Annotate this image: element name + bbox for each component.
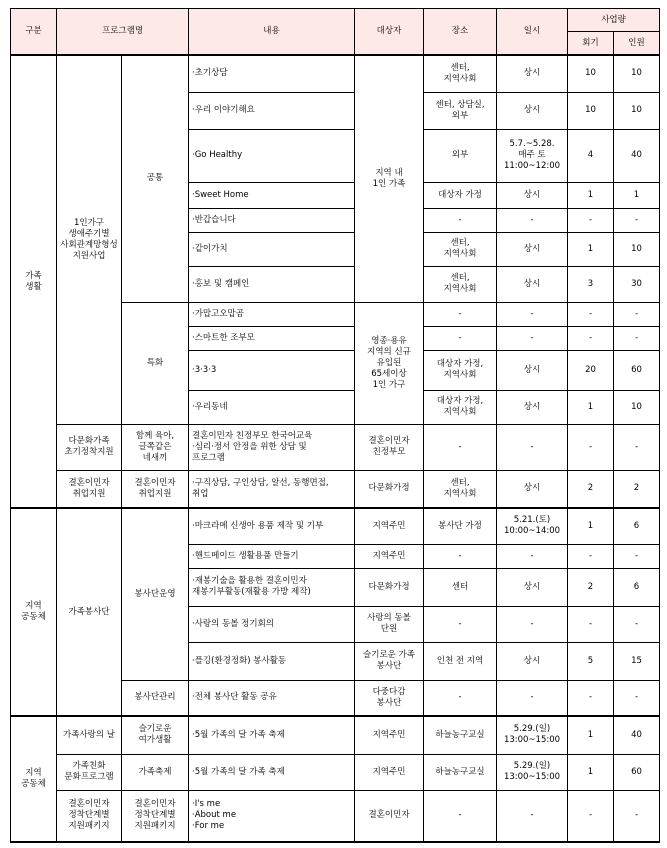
date-cell bbox=[497, 350, 568, 390]
cell-text: 결혼이민자 친정부모 한국어교육 bbox=[192, 430, 313, 441]
cell-text: ·I's me bbox=[192, 799, 221, 810]
people-cell: 10 bbox=[614, 390, 660, 424]
cell-text: ·5월 가족의 달 가족 축제 bbox=[192, 766, 285, 777]
people-cell: - bbox=[614, 302, 660, 326]
cell-text: 지역사회 bbox=[443, 488, 477, 499]
target-cell bbox=[355, 424, 424, 470]
header-content: 내용 bbox=[189, 9, 355, 56]
times-cell: - bbox=[568, 606, 614, 642]
cell-text: 1인가구 bbox=[73, 217, 105, 228]
cell-text: 지역주민 bbox=[372, 729, 406, 740]
people-cell: 1 bbox=[614, 182, 660, 208]
cell-text: ·전체 봉사단 활동 공유 bbox=[192, 692, 277, 703]
cell-text: - bbox=[458, 692, 462, 703]
target-cell bbox=[355, 302, 424, 424]
cell-text: 사회관계망형성 bbox=[60, 239, 118, 250]
cell-text: 함께 육아, bbox=[135, 430, 175, 441]
table-row bbox=[11, 55, 660, 92]
place-cell bbox=[424, 568, 497, 606]
date-cell bbox=[497, 92, 568, 129]
cell-text: 상시 bbox=[523, 364, 541, 375]
times-cell: - bbox=[568, 326, 614, 350]
cell-text: 네새끼 bbox=[142, 452, 168, 463]
cell-text: 지역 bbox=[25, 601, 42, 611]
cell-text: 센터, bbox=[450, 238, 470, 248]
cell-text: 5.29.(일) bbox=[513, 724, 551, 735]
cell-text: ·구직상담, 구인상담, 알선, 동행면접, bbox=[192, 477, 329, 488]
cell-text: - bbox=[458, 214, 462, 225]
content-cell: ·초기상담 bbox=[189, 55, 355, 92]
times-cell: 1 bbox=[568, 508, 614, 544]
people-cell: - bbox=[614, 790, 660, 842]
cell-text: 센터, 상담실, bbox=[435, 99, 485, 110]
cell-text: 지원사업 bbox=[72, 250, 106, 261]
place-cell bbox=[424, 716, 497, 754]
cell-text: 가족친화 bbox=[72, 761, 106, 771]
target-cell bbox=[355, 544, 424, 568]
cell-text: 하늘농구교실 bbox=[435, 766, 485, 777]
cell-text: ·For me bbox=[192, 821, 225, 832]
content-cell bbox=[189, 470, 355, 508]
people-cell: - bbox=[614, 606, 660, 642]
target-cell bbox=[355, 680, 424, 716]
content-cell bbox=[189, 606, 355, 642]
cell-text: 취업지원 bbox=[138, 488, 172, 499]
cell-text: 대상자 가정 bbox=[438, 189, 482, 200]
place-cell bbox=[424, 508, 497, 544]
content-cell: ·가맙고오맙곰 bbox=[189, 302, 355, 326]
cell-text: 결혼이민자 bbox=[368, 436, 410, 446]
times-cell: - bbox=[568, 208, 614, 232]
people-cell: 10 bbox=[614, 232, 660, 266]
place-cell bbox=[424, 208, 497, 232]
cell-text: ·심리·정서 안정을 위한 상담 및 bbox=[192, 441, 307, 452]
cell-text: - bbox=[530, 308, 534, 319]
cell-text: 매주 토 bbox=[518, 150, 546, 160]
place-cell bbox=[424, 302, 497, 326]
cell-text: 프로그램 bbox=[192, 452, 225, 463]
cell-text: ·5월 가족의 달 가족 축제 bbox=[192, 729, 285, 740]
cell-text: 지역사회 bbox=[443, 284, 477, 294]
cell-text: 결혼이민자 bbox=[134, 799, 176, 810]
cell-text: - bbox=[530, 214, 534, 225]
people-cell: 15 bbox=[614, 642, 660, 680]
date-cell bbox=[497, 55, 568, 92]
cell-text: 상시 bbox=[523, 655, 541, 666]
place-cell bbox=[424, 680, 497, 716]
cell-text: 지역사회 bbox=[443, 407, 477, 417]
times-cell: 10 bbox=[568, 92, 614, 129]
target-cell bbox=[355, 606, 424, 642]
cell-text: 다문화가족 bbox=[68, 436, 110, 446]
people-cell: - bbox=[614, 208, 660, 232]
cell-text: 글쪽같은 bbox=[138, 441, 172, 452]
program-name bbox=[57, 470, 122, 508]
cell-text: - bbox=[458, 332, 462, 343]
content-cell bbox=[189, 642, 355, 680]
cell-text: 단원 bbox=[380, 624, 398, 634]
cell-text: 외부 bbox=[451, 150, 469, 160]
table-row bbox=[11, 754, 660, 790]
content-cell: ·우리 이야기해요 bbox=[189, 92, 355, 129]
content-cell: ·반갑습니다 bbox=[189, 208, 355, 232]
content-cell: ·3·3·3 bbox=[189, 350, 355, 390]
people-cell: 40 bbox=[614, 129, 660, 182]
cell-text: 5.29.(일) bbox=[513, 761, 551, 771]
place-cell bbox=[424, 92, 497, 129]
program-name bbox=[57, 55, 122, 424]
date-cell bbox=[497, 568, 568, 606]
content-cell bbox=[189, 544, 355, 568]
cell-text: 생애주기별 bbox=[68, 228, 110, 239]
cell-text: 상시 bbox=[523, 401, 541, 412]
cell-text: 지역주민 bbox=[372, 550, 406, 561]
cell-text: 지역사회 bbox=[443, 249, 477, 259]
cell-text: - bbox=[458, 618, 462, 629]
cell-text: 11:00~12:00 bbox=[503, 161, 561, 171]
program-subname: 특화 bbox=[122, 302, 189, 424]
cell-text: 상시 bbox=[523, 581, 541, 592]
date-cell bbox=[497, 182, 568, 208]
people-cell: 60 bbox=[614, 754, 660, 790]
content-cell: ·Go Healthy bbox=[189, 129, 355, 182]
date-cell bbox=[497, 544, 568, 568]
place-cell bbox=[424, 266, 497, 302]
people-cell: 6 bbox=[614, 508, 660, 544]
cell-text: 1인 가구 bbox=[372, 379, 406, 390]
n-cell: 2 bbox=[614, 470, 660, 508]
cell-text: 지역주민 bbox=[372, 520, 406, 531]
date-cell bbox=[497, 302, 568, 326]
cell-text: 문화프로그램 bbox=[64, 772, 114, 782]
cell-text: ·마크라메 신생아 용품 제작 및 기부 bbox=[192, 520, 324, 531]
people-cell: - bbox=[614, 544, 660, 568]
cell-text: 대상자 가정, bbox=[436, 359, 484, 369]
times-cell: - bbox=[568, 302, 614, 326]
content-cell bbox=[189, 790, 355, 842]
date-cell bbox=[497, 508, 568, 544]
header-date: 일시 bbox=[497, 9, 568, 56]
cell-text: 인천 전 지역 bbox=[436, 655, 484, 666]
cell-text: 하늘농구교실 bbox=[435, 729, 485, 740]
date-cell bbox=[497, 642, 568, 680]
cell-text: 5.21.(토) bbox=[513, 515, 551, 526]
target-cell bbox=[355, 754, 424, 790]
cell-text: - bbox=[530, 332, 534, 343]
content-cell: ·스마트한 조부모 bbox=[189, 326, 355, 350]
cell-text: 지역 내 bbox=[375, 167, 403, 178]
date-cell bbox=[497, 326, 568, 350]
content-cell: ·Sweet Home bbox=[189, 182, 355, 208]
cell-text: 정착단계별 bbox=[68, 810, 110, 821]
program-subname bbox=[122, 716, 189, 754]
cell-text: 결혼이민자 bbox=[68, 477, 110, 488]
target-cell bbox=[355, 716, 424, 754]
times-cell: - bbox=[568, 680, 614, 716]
cell-text: 결혼이민자 bbox=[68, 799, 110, 810]
cell-text: 13:00~15:00 bbox=[503, 772, 561, 782]
cell-text: - bbox=[530, 550, 534, 561]
cell-text: 13:00~15:00 bbox=[503, 735, 561, 746]
times-cell: 1 bbox=[568, 182, 614, 208]
cell-text: 다문화가정 bbox=[368, 581, 410, 592]
cell-text: - bbox=[530, 810, 534, 821]
people-cell: 6 bbox=[614, 568, 660, 606]
place-cell bbox=[424, 232, 497, 266]
content-cell bbox=[189, 680, 355, 716]
date-cell bbox=[497, 232, 568, 266]
cell-text: 5.7.~5.28. bbox=[509, 139, 555, 149]
cell-text: ·재봉기술을 활용한 결혼이민자 bbox=[192, 576, 307, 586]
header-target: 대상자 bbox=[355, 9, 424, 56]
cell-text: 지역주민 bbox=[372, 766, 406, 777]
date-cell bbox=[497, 716, 568, 754]
people-cell: 10 bbox=[614, 55, 660, 92]
program-name bbox=[57, 716, 122, 754]
cell-text: 외부 bbox=[451, 110, 469, 121]
header-place: 장소 bbox=[424, 9, 497, 56]
target-cell bbox=[355, 642, 424, 680]
place-cell bbox=[424, 55, 497, 92]
date-cell: - bbox=[497, 424, 568, 470]
cell-text: 공동체 bbox=[21, 779, 46, 789]
cell-text: 공동체 bbox=[21, 612, 46, 622]
cell-text: 상시 bbox=[523, 189, 541, 200]
people-cell: - bbox=[614, 680, 660, 716]
cell-text: 다중다감 bbox=[372, 686, 406, 697]
date-cell: 상시 bbox=[497, 470, 568, 508]
cell-text: 센터, bbox=[450, 273, 470, 283]
people-cell: 60 bbox=[614, 350, 660, 390]
place-cell bbox=[424, 129, 497, 182]
cell-text: - bbox=[530, 618, 534, 629]
cell-text: 지역사회 bbox=[443, 73, 477, 84]
cell-text: ·핸드메이드 생활용품 만들기 bbox=[192, 550, 299, 561]
cell-text: 10:00~14:00 bbox=[503, 526, 561, 537]
table-row bbox=[11, 508, 660, 544]
people-cell: 30 bbox=[614, 266, 660, 302]
date-cell bbox=[497, 680, 568, 716]
place-cell bbox=[424, 470, 497, 508]
times-cell: - bbox=[568, 790, 614, 842]
cell-text: 센터, bbox=[450, 62, 470, 73]
t-cell: - bbox=[568, 424, 614, 470]
place-cell bbox=[424, 182, 497, 208]
n-cell: - bbox=[614, 424, 660, 470]
cell-text: 대상자 가정, bbox=[436, 396, 484, 406]
target-cell: 다문화가정 bbox=[355, 470, 424, 508]
header-people: 인원 bbox=[614, 32, 660, 56]
header-program: 프로그램명 bbox=[57, 9, 189, 56]
cell-text: 생활 bbox=[25, 281, 42, 292]
people-cell: 40 bbox=[614, 716, 660, 754]
content-cell bbox=[189, 716, 355, 754]
content-cell: ·우리동네 bbox=[189, 390, 355, 424]
cell-text: 센터, bbox=[450, 477, 470, 488]
program-subname: 봉사단관리 bbox=[122, 680, 189, 716]
cell-text: 상시 bbox=[523, 68, 541, 79]
section-label bbox=[11, 55, 57, 508]
cell-text: 지역의 신규 bbox=[367, 346, 411, 357]
table-row bbox=[11, 424, 660, 470]
program-name bbox=[122, 470, 189, 508]
place-cell bbox=[424, 390, 497, 424]
header-times: 회기 bbox=[568, 32, 614, 56]
program-subname bbox=[122, 754, 189, 790]
program-subname: 봉사단운영 bbox=[122, 508, 189, 680]
times-cell: 3 bbox=[568, 266, 614, 302]
times-cell: 2 bbox=[568, 568, 614, 606]
cell-text: 결혼이민자 bbox=[134, 477, 176, 488]
cell-text: - bbox=[458, 308, 462, 319]
cell-text: 지원패키지 bbox=[134, 821, 176, 832]
table-row bbox=[11, 470, 660, 508]
program-subname: 공통 bbox=[122, 55, 189, 302]
cell-text: - bbox=[458, 550, 462, 561]
header-division: 구분 bbox=[11, 9, 57, 56]
times-cell: 10 bbox=[568, 55, 614, 92]
target-cell bbox=[355, 55, 424, 302]
cell-text: 센터 bbox=[451, 581, 469, 592]
cell-text: ·사랑의 동볼 정기회의 bbox=[192, 618, 275, 629]
table-row bbox=[11, 790, 660, 842]
cell-text: 취업 bbox=[192, 488, 209, 499]
times-cell: 4 bbox=[568, 129, 614, 182]
cell-text: 봉사단 가정 bbox=[438, 520, 482, 531]
place-cell bbox=[424, 326, 497, 350]
times-cell: 1 bbox=[568, 232, 614, 266]
cell-text: 봉사단 bbox=[376, 661, 402, 671]
program-name bbox=[57, 790, 122, 842]
cell-text: 슬기로운 bbox=[138, 724, 172, 735]
cell-text: 슬기로운 가족 bbox=[363, 650, 415, 660]
times-cell: - bbox=[568, 544, 614, 568]
cell-text: 가족축제 bbox=[138, 766, 172, 777]
cell-text: 상시 bbox=[523, 278, 541, 289]
cell-text: 취업지원 bbox=[72, 488, 106, 499]
table-row bbox=[11, 9, 660, 32]
target-cell bbox=[355, 790, 424, 842]
content-cell bbox=[189, 424, 355, 470]
people-cell: - bbox=[614, 326, 660, 350]
cell-text: 지역 bbox=[25, 768, 42, 778]
cell-text: 상시 bbox=[523, 243, 541, 254]
date-cell bbox=[497, 266, 568, 302]
cell-text: 지역사회 bbox=[443, 370, 477, 380]
times-cell: 1 bbox=[568, 754, 614, 790]
program-name bbox=[57, 424, 122, 470]
date-cell bbox=[497, 606, 568, 642]
cell-text: 1인 가족 bbox=[372, 178, 406, 189]
date-cell bbox=[497, 208, 568, 232]
content-cell bbox=[189, 568, 355, 606]
section-label bbox=[11, 508, 57, 716]
times-cell: 1 bbox=[568, 390, 614, 424]
date-cell bbox=[497, 129, 568, 182]
cell-text: 가족사랑의 날 bbox=[63, 729, 115, 740]
cell-text: ·플깅(환경정화) 봉사활동 bbox=[192, 655, 287, 666]
cell-text: - bbox=[458, 810, 462, 821]
program-name bbox=[122, 424, 189, 470]
date-cell bbox=[497, 754, 568, 790]
header-scale: 사업량 bbox=[568, 9, 660, 32]
place-cell bbox=[424, 606, 497, 642]
cell-text: 사랑의 동볼 bbox=[367, 613, 411, 623]
content-cell bbox=[189, 754, 355, 790]
content-cell bbox=[189, 508, 355, 544]
cell-text: 여가생활 bbox=[138, 735, 172, 746]
place-cell bbox=[424, 754, 497, 790]
cell-text: 지원패키지 bbox=[68, 821, 110, 832]
section-label bbox=[11, 716, 57, 842]
cell-text: 봉사단 bbox=[376, 697, 402, 708]
cell-text: 영종·용유 bbox=[371, 335, 407, 346]
times-cell: 5 bbox=[568, 642, 614, 680]
cell-text: 재봉기부활동(재활용 가방 제작) bbox=[192, 587, 311, 597]
target-cell bbox=[355, 568, 424, 606]
date-cell bbox=[497, 790, 568, 842]
target-cell bbox=[355, 508, 424, 544]
program-name: 가족봉사단 bbox=[57, 508, 122, 716]
cell-text: 상시 bbox=[523, 105, 541, 115]
cell-text: ·About me bbox=[192, 810, 237, 821]
place-cell bbox=[424, 642, 497, 680]
times-cell: 20 bbox=[568, 350, 614, 390]
place-cell: - bbox=[424, 424, 497, 470]
cell-text: - bbox=[530, 692, 534, 703]
times-cell: 1 bbox=[568, 716, 614, 754]
cell-text: 65세이상 bbox=[371, 368, 407, 379]
cell-text: 가족 bbox=[25, 270, 42, 281]
program-name bbox=[57, 754, 122, 790]
cell-text: 유입된 bbox=[376, 357, 402, 368]
place-cell bbox=[424, 544, 497, 568]
cell-text: 초기정착지원 bbox=[64, 447, 114, 457]
cell-text: 친정부모 bbox=[372, 447, 406, 457]
cell-text: 결혼이민자 bbox=[368, 810, 410, 821]
cell-text: 정착단계별 bbox=[134, 810, 176, 821]
content-cell: ·같이가치 bbox=[189, 232, 355, 266]
program-subname bbox=[122, 790, 189, 842]
program-table bbox=[10, 8, 660, 843]
date-cell bbox=[497, 390, 568, 424]
place-cell bbox=[424, 350, 497, 390]
place-cell bbox=[424, 790, 497, 842]
people-cell: 10 bbox=[614, 92, 660, 129]
table-row bbox=[11, 716, 660, 754]
content-cell: ·홍보 및 캠페인 bbox=[189, 266, 355, 302]
t-cell: 2 bbox=[568, 470, 614, 508]
